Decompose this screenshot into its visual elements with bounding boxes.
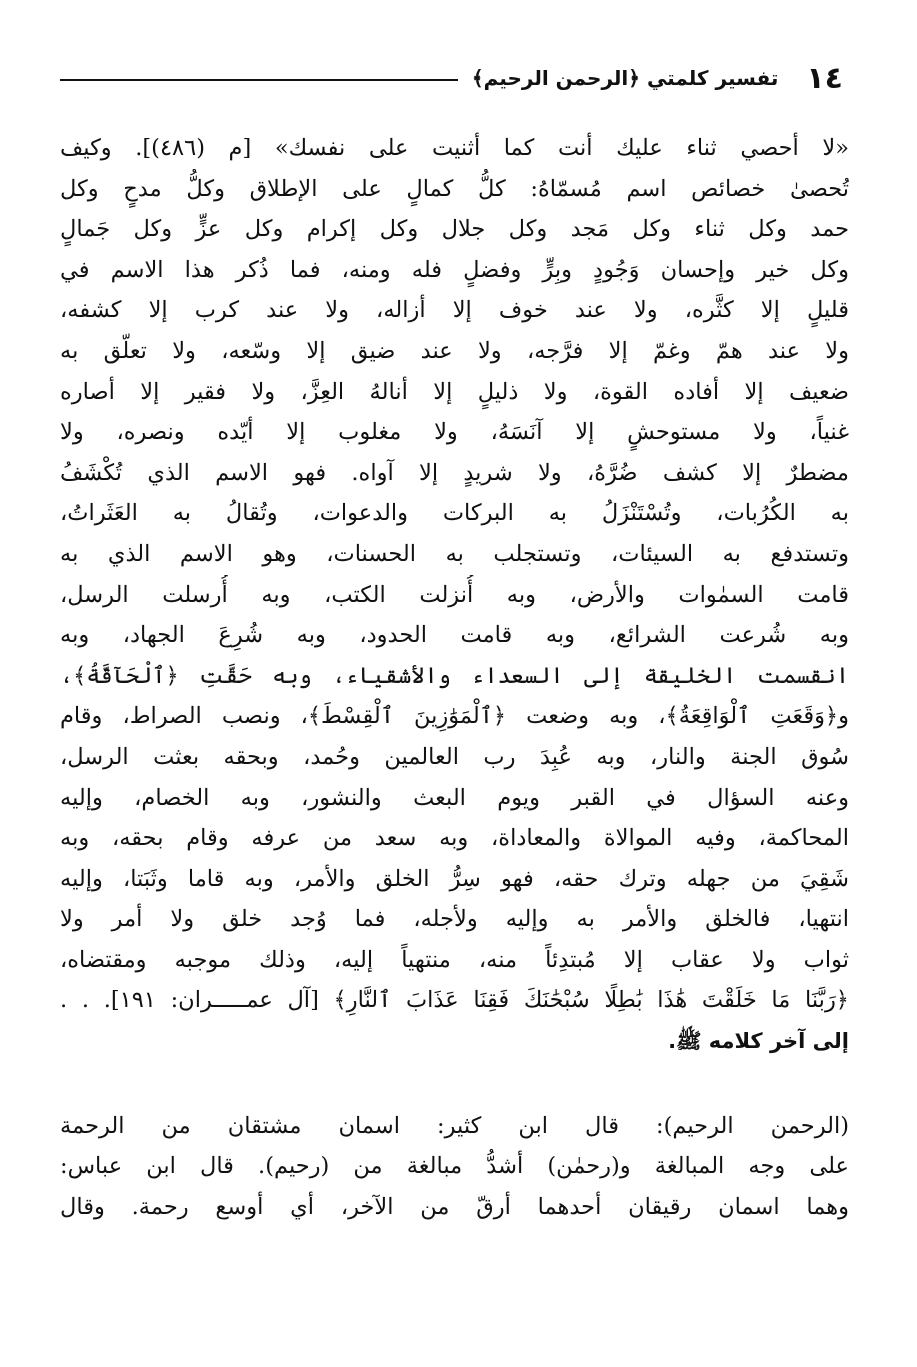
text-line: وعنه السؤال في القبر ويوم البعث والنشور، وبه الخصام، وإليه — [60, 784, 849, 811]
text-line: تُحصىٰ خصائص اسم مُسمّاهُ: كلُّ كمالٍ على الإطلاق وكلُّ مدحٍ وكل — [60, 175, 849, 202]
text-line: حمد وكل ثناء وكل مَجد وكل جلال وكل إكرام وكل عزٍّ وكل جَمالٍ — [60, 216, 849, 243]
page-header — [60, 56, 849, 100]
text-line: سُوق الجنة والنار، وبه عُبِدَ رب العالمين وحُمد، وبحقه بعثت الرسل، — [60, 743, 849, 770]
text-line: مضطرٌ إلا كشف ضُرَّهُ، ولا شريدٍ إلا آواه. فهو الاسم الذي تُكْشَفُ — [60, 459, 849, 486]
paragraph-2 — [60, 1106, 849, 1228]
text-line: انقسمت الخليقة إلى السعداء والأشقياء، وبه حَقَّتِ ﴿ٱلْحَآقَّةُ﴾، — [60, 662, 849, 689]
paragraph-1 — [60, 128, 849, 1062]
text-line: وهما اسمان رقيقان أحدهما أرقّ من الآخر، أي أوسع رحمة. وقال — [60, 1193, 849, 1220]
text-line: قامت السمٰوات والأرض، وبه أُنزلت الكتب، وبه أُرسلت الرسل، — [60, 581, 849, 608]
text-line-end: إلى آخر كلامه ﷺ. — [668, 1029, 849, 1054]
text-line: المحاكمة، وفيه الموالاة والمعاداة، وبه سعد من عرفه وقام بحقه، وبه — [60, 825, 849, 852]
text-line: ثواب ولا عقاب إلا مُبتدِئاً منه، منتهياً إليه، وذلك موجبه ومقتضاه، — [60, 946, 849, 973]
text-line: به الكُرُبات، وتُسْتَنْزَلُ به البركات والدعوات، وتُقالُ به العَثَراتُ، — [60, 500, 849, 527]
text-line: غنياً، ولا مستوحشٍ إلا آنَسَهُ، ولا مغلوب إلا أيّده ونصره، ولا — [60, 419, 849, 446]
page-number: ١٤ — [806, 60, 843, 96]
text-line: ولا عند همّ وغمّ إلا فرَّجه، ولا عند ضيق إلا وسّعه، ولا تعلّق به — [60, 337, 849, 364]
body-text — [60, 128, 849, 1227]
text-line: و﴿وَقَعَتِ ٱلْوَاقِعَةُ﴾، وبه وضعت ﴿ٱلْمَوَٰزِينَ ٱلْقِسْطَ﴾، ونصب الصراط، وقام — [60, 703, 849, 730]
text-line: انتهيا، فالخلق والأمر به وإليه ولأجله، فما وُجد خلق ولا أمر ولا — [60, 906, 849, 933]
text-line: على وجه المبالغة و(رحمٰن) أشدُّ مبالغة من (رحيم). قال ابن عباس: — [60, 1153, 849, 1180]
text-line: وبه شُرعت الشرائع، وبه قامت الحدود، وبه شُرِعَ الجهاد، وبه — [60, 622, 849, 649]
text-line: ضعيف إلا أفاده القوة، ولا ذليلٍ إلا أنالهُ العِزَّ، ولا فقير إلا أصاره — [60, 378, 849, 405]
text-line: قليلٍ إلا كثَّره، ولا عند خوف إلا أزاله، ولا عند كرب إلا كشفه، — [60, 297, 849, 324]
text-line: ﴿رَبَّنَا مَا خَلَقْتَ هَٰذَا بَٰطِلًا سُبْحَٰنَكَ فَقِنَا عَذَابَ ٱلنَّارِ﴾ [آل عمـــــران: ١٩١]. . . — [60, 987, 849, 1014]
header-rule — [60, 79, 458, 81]
paragraph-gap — [60, 1062, 849, 1106]
text-line: (الرحمن الرحيم): قال ابن كثير: اسمان مشتقان من الرحمة — [60, 1112, 849, 1139]
text-line: وكل خير وإحسان وَجُودٍ وبِرٍّ وفضلٍ فله ومنه، فما ذُكر هذا الاسم في — [60, 256, 849, 283]
text-line: شَقِيَ من جهله وترك حقه، فهو سِرُّ الخلق والأمر، وبه قاما وثَبَتا، وإليه — [60, 865, 849, 892]
running-title: تفسير كلمتي ﴿الرحمن الرحيم﴾ — [471, 66, 779, 90]
text-line: وتستدفع به السيئات، وتستجلب به الحسنات، وهو الاسم الذي به — [60, 540, 849, 567]
text-line: «لا أحصي ثناء عليك أنت كما أثنيت على نفسك» [م (٤٨٦)]. وكيف — [60, 135, 849, 161]
